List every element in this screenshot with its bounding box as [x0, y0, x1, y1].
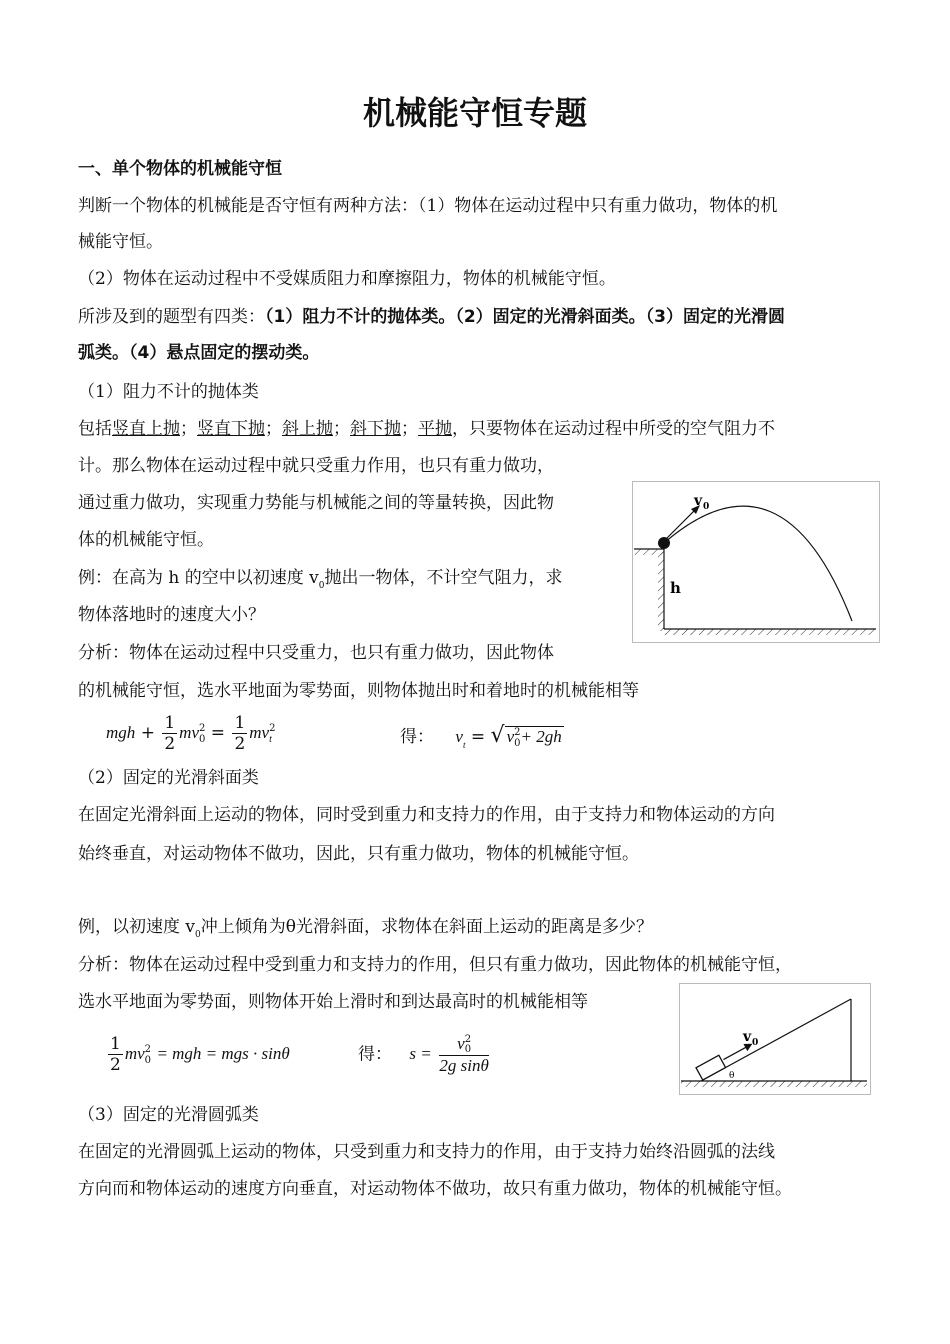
fig1-h-label: h: [670, 579, 681, 597]
projectile-type-horizontal: 平抛: [418, 419, 452, 439]
eq1-vt-sub: t: [269, 733, 272, 745]
eq2-half-den: 2: [110, 1055, 121, 1075]
paragraph-methods-line2: 械能守恒。: [78, 232, 163, 252]
paragraph-projectile-line3: 通过重力做功，实现重力势能与机械能之间的等量转换，因此物: [78, 493, 554, 513]
paragraph-methods-line1: 判断一个物体的机械能是否守恒有两种方法：（1）物体在运动过程中只有重力做功，物体的机: [78, 196, 778, 216]
paragraph-arc-line1: 在固定的光滑圆弧上运动的物体，只受到重力和支持力的作用，由于支持力始终沿圆弧的法线: [78, 1142, 775, 1162]
eq1-result-v: v: [455, 727, 463, 746]
fig2-theta-label: θ: [729, 1071, 735, 1081]
paragraph-incline-line1: 在固定光滑斜面上运动的物体，同时受到重力和支持力的作用，由于支持力和物体运动的方向: [78, 805, 775, 825]
eq2-v0-sub: 0: [144, 1054, 152, 1066]
paragraph-incline-line2: 始终垂直，对运动物体不做功，因此，只有重力做功，物体的机械能守恒。: [78, 844, 639, 864]
eq1-radicand-v: v: [506, 727, 515, 746]
eq1-equals: =: [210, 723, 226, 743]
eq2-result-label: 得：: [358, 1044, 392, 1065]
eq2-mid: = mgh = mgs · sinθ: [156, 1044, 290, 1063]
equation-result-2: [358, 1034, 491, 1076]
eq2-num-sq: 2: [464, 1033, 472, 1045]
eq1-half: [162, 713, 177, 754]
projectile-type-oblique-up: 斜上抛: [282, 419, 333, 439]
subheading-incline: （2）固定的光滑斜面类: [78, 768, 259, 788]
eq1-plus: +: [140, 723, 155, 743]
paragraph-types-line2: 弧类。（4）悬点固定的摆动类。: [78, 343, 320, 363]
example1-text-a: 例：在高为 h 的空中以初速度 v: [78, 568, 319, 588]
example1-line2: 物体落地时的速度大小？: [78, 605, 265, 625]
separator: ；: [180, 419, 197, 439]
eq2-square: 2: [144, 1043, 152, 1055]
eq1-half2-num: 1: [234, 713, 246, 733]
analysis1-line2: 的机械能守恒，选水平地面为零势面，则物体抛出时和着地时的机械能相等: [78, 681, 639, 701]
section-heading-1: 一、单个物体的机械能守恒: [78, 159, 282, 179]
fig2-v0-sub: 0: [752, 1038, 759, 1048]
analysis2-line2: 选水平地面为零势面，则物体开始上滑时和到达最高时的机械能相等: [78, 992, 588, 1012]
eq2-num-v: v: [457, 1034, 465, 1053]
figure-incline-diagram: [679, 983, 871, 1095]
figure-projectile-diagram: [632, 481, 880, 643]
projectile-type-vertical-up: 竖直上抛: [112, 419, 180, 439]
eq1-v0-sub: 0: [199, 733, 206, 745]
example1-v0-subscript: 0: [318, 581, 325, 591]
equation-energy-conservation-2: [106, 1034, 290, 1075]
eq1-half2-den: 2: [234, 734, 246, 754]
page-title: 机械能守恒专题: [362, 94, 587, 132]
eq1-half-den: 2: [164, 734, 176, 754]
paragraph-method2: （2）物体在运动过程中不受媒质阻力和摩擦阻力，物体的机械能守恒。: [78, 269, 616, 289]
example1-text-b: 抛出一物体，不计空气阻力，求: [324, 568, 563, 588]
subheading-projectile: （1）阻力不计的抛体类: [78, 382, 259, 402]
subheading-arc: （3）固定的光滑圆弧类: [78, 1105, 259, 1125]
eq1-half-2: [232, 713, 247, 754]
eq2-half-num: 1: [110, 1034, 121, 1054]
eq1-square: 2: [199, 722, 206, 734]
eq2-num-sub: 0: [464, 1043, 472, 1055]
eq2-mv: mv: [124, 1044, 145, 1063]
fig1-v0-sub: 0: [703, 502, 710, 512]
projectile-type-vertical-down: 竖直下抛: [197, 419, 265, 439]
projectile-type-oblique-down: 斜下抛: [350, 419, 401, 439]
eq1-mv: mv: [179, 723, 199, 742]
fig1-v0-label: v: [694, 493, 703, 509]
separator: ；: [265, 419, 282, 439]
paragraph-projectile-line1: [78, 417, 775, 441]
eq1-half-num: 1: [164, 713, 176, 733]
equation-energy-conservation-1: [106, 713, 275, 754]
eq2-numerator: [439, 1034, 489, 1056]
eq2-s: s =: [409, 1044, 432, 1064]
types-intro: 所涉及到的题型有四类：: [78, 307, 265, 327]
projectile-pre: 包括: [78, 419, 112, 439]
eq1-radicand-sub: 0: [514, 737, 521, 749]
example2-text-b: 冲上倾角为θ光滑斜面，求物体在斜面上运动的距离是多少？: [200, 917, 653, 937]
eq2-half: [108, 1034, 123, 1075]
types-list-1: （1）阻力不计的抛体类。（2）固定的光滑斜面类。（3）固定的光滑圆: [265, 307, 785, 327]
example2-v0-subscript: 0: [195, 930, 201, 940]
analysis1-line1: 分析：物体在运动过程中只受重力，也只有重力做功，因此物体: [78, 643, 554, 663]
example2-text-a: 例，以初速度 v: [78, 917, 196, 937]
analysis2-line1: 分析：物体在运动过程中受到重力和支持力的作用，但只有重力做功，因此物体的机械能守恒，: [78, 955, 792, 975]
eq1-result-label: 得：: [400, 727, 434, 747]
equation-result-1: 得： $v_t$ = √ v 2 0 + 2gh: [400, 723, 562, 750]
projectile-post: ，只要物体在运动过程中所受的空气阻力不: [452, 419, 775, 439]
eq1-radicand-rest: + 2gh: [520, 727, 562, 746]
paragraph-types-line1: [78, 305, 785, 329]
paragraph-arc-line2: 方向而和物体运动的速度方向垂直，对运动物体不做功，故只有重力做功，物体的机械能守恒。: [78, 1179, 792, 1199]
eq2-denominator: 2g sinθ: [439, 1055, 489, 1075]
paragraph-projectile-line2: 计。那么物体在运动过程中就只受重力作用，也只有重力做功，: [78, 456, 554, 476]
eq1-mgh: mgh: [106, 723, 136, 742]
eq1-radicand-sq: 2: [514, 726, 521, 738]
example1-line1: [78, 566, 563, 598]
ball-icon: [658, 537, 670, 549]
sqrt-icon: √: [490, 723, 505, 748]
paragraph-projectile-line4: 体的机械能守恒。: [78, 530, 214, 550]
example2-line1: [78, 915, 653, 947]
separator: ；: [333, 419, 350, 439]
fig2-v0-label: v: [743, 1029, 752, 1045]
eq1-mv2: mv: [249, 723, 270, 742]
eq1-square-2: 2: [269, 722, 276, 734]
eq1-result-t: t: [462, 740, 466, 750]
eq2-distance-fraction: [439, 1034, 489, 1076]
separator: ；: [401, 419, 418, 439]
